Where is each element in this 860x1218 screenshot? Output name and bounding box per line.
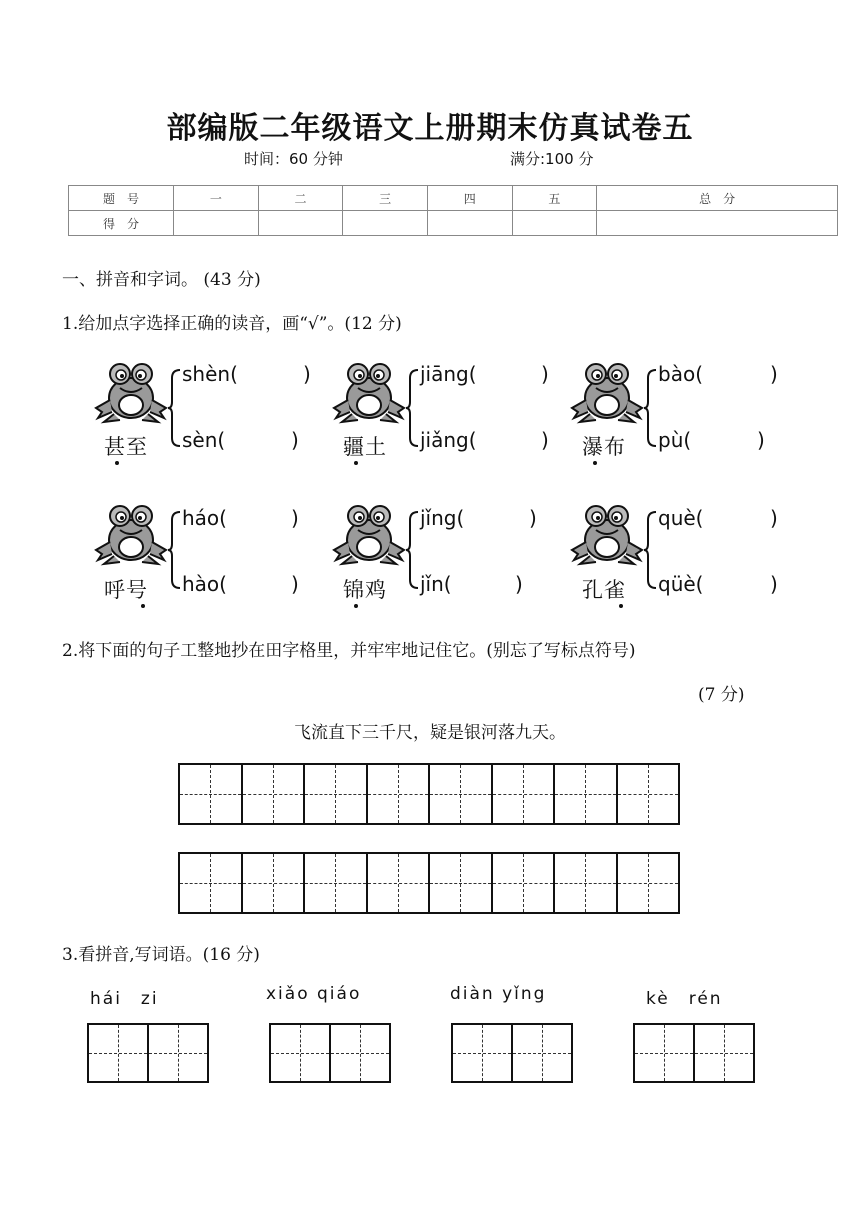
section-heading: 一、拼音和字词。 (43 分) — [62, 270, 261, 290]
score-cell[interactable] — [174, 211, 259, 236]
tianzige-cell[interactable] — [618, 765, 679, 823]
score-header-cell: 五 — [512, 186, 597, 211]
score-table — [68, 185, 838, 236]
tianzige-cell[interactable] — [305, 765, 368, 823]
answer-paren[interactable]: ) — [541, 362, 549, 386]
emphasis-dot — [354, 461, 358, 465]
score-header-cell: 四 — [427, 186, 512, 211]
word-pinyin: diàn yǐng — [450, 984, 547, 1004]
tianzige-cell[interactable] — [513, 1025, 571, 1081]
score-table-row — [69, 211, 838, 236]
score-header-cell: 一 — [174, 186, 259, 211]
question-2-prompt: 2.将下面的句子工整地抄在田字格里，并牢牢地记住它。(别忘了写标点符号) — [62, 641, 636, 661]
score-row-label: 得 分 — [69, 211, 174, 236]
answer-paren[interactable]: ) — [291, 572, 299, 596]
tianzige-row[interactable] — [178, 852, 680, 914]
question-2-points: (7 分) — [698, 685, 745, 705]
tianzige-cell[interactable] — [243, 854, 306, 912]
pinyin-option: shèn( — [182, 362, 238, 386]
tianzige-cell[interactable] — [618, 854, 679, 912]
word-answer-box[interactable] — [451, 1023, 573, 1083]
question-1-prompt: 1.给加点字选择正确的读音，画“√”。(12 分) — [62, 314, 402, 334]
target-word: 呼号 — [104, 578, 148, 602]
answer-paren[interactable]: ) — [291, 428, 299, 452]
target-word: 疆土 — [343, 435, 387, 459]
score-header-cell: 二 — [258, 186, 343, 211]
tianzige-cell[interactable] — [368, 765, 431, 823]
tianzige-cell[interactable] — [305, 854, 368, 912]
score-header-cell: 题 号 — [69, 186, 174, 211]
score-header-cell: 三 — [343, 186, 428, 211]
brace-icon — [406, 510, 420, 590]
pinyin-option: jiǎng( — [420, 428, 477, 452]
frog-icon — [330, 358, 408, 428]
brace-icon — [406, 368, 420, 448]
tianzige-cell[interactable] — [243, 765, 306, 823]
pinyin-option: hào( — [182, 572, 227, 596]
pinyin-option: sèn( — [182, 428, 226, 452]
pinyin-option: qüè( — [658, 572, 704, 596]
emphasis-dot — [141, 604, 145, 608]
tianzige-cell[interactable] — [635, 1025, 695, 1081]
word-pinyin: xiǎo qiáo — [266, 984, 362, 1004]
answer-paren[interactable]: ) — [515, 572, 523, 596]
frog-icon — [568, 358, 646, 428]
tianzige-cell[interactable] — [331, 1025, 389, 1081]
tianzige-cell[interactable] — [453, 1025, 513, 1081]
tianzige-row[interactable] — [178, 763, 680, 825]
frog-icon — [92, 500, 170, 570]
score-cell[interactable] — [343, 211, 428, 236]
tianzige-cell[interactable] — [493, 765, 556, 823]
emphasis-dot — [593, 461, 597, 465]
target-word: 瀑布 — [582, 435, 626, 459]
tianzige-cell[interactable] — [430, 765, 493, 823]
tianzige-cell[interactable] — [555, 765, 618, 823]
word-answer-box[interactable] — [269, 1023, 391, 1083]
word-answer-box[interactable] — [633, 1023, 755, 1083]
word-answer-box[interactable] — [87, 1023, 209, 1083]
score-cell[interactable] — [258, 211, 343, 236]
score-cell[interactable] — [512, 211, 597, 236]
tianzige-cell[interactable] — [555, 854, 618, 912]
emphasis-dot — [115, 461, 119, 465]
target-word: 锦鸡 — [343, 578, 387, 602]
brace-icon — [644, 368, 658, 448]
time-label: 时间：60 分钟 — [244, 150, 343, 168]
brace-icon — [168, 368, 182, 448]
pinyin-option: jiāng( — [420, 362, 477, 386]
pinyin-option: bào( — [658, 362, 703, 386]
emphasis-dot — [619, 604, 623, 608]
answer-paren[interactable]: ) — [541, 428, 549, 452]
page-title: 部编版二年级语文上册期末仿真试卷五 — [166, 111, 694, 146]
word-pinyin: hái zi — [90, 989, 159, 1009]
emphasis-dot — [354, 604, 358, 608]
frog-icon — [568, 500, 646, 570]
tianzige-cell[interactable] — [493, 854, 556, 912]
pinyin-option: háo( — [182, 506, 227, 530]
frog-icon — [92, 358, 170, 428]
answer-paren[interactable]: ) — [291, 506, 299, 530]
question-3-prompt: 3.看拼音,写词语。(16 分) — [62, 945, 260, 965]
answer-paren[interactable]: ) — [757, 428, 765, 452]
tianzige-cell[interactable] — [180, 765, 243, 823]
tianzige-cell[interactable] — [695, 1025, 753, 1081]
tianzige-cell[interactable] — [89, 1025, 149, 1081]
score-header-cell: 总 分 — [597, 186, 838, 211]
score-label: 满分:100 分 — [510, 150, 594, 168]
answer-paren[interactable]: ) — [770, 572, 778, 596]
pinyin-option: jǐng( — [420, 506, 465, 530]
target-word: 甚至 — [104, 435, 148, 459]
answer-paren[interactable]: ) — [770, 362, 778, 386]
pinyin-option: jǐn( — [420, 572, 452, 596]
tianzige-cell[interactable] — [368, 854, 431, 912]
score-table-header — [69, 186, 838, 211]
score-cell[interactable] — [427, 211, 512, 236]
answer-paren[interactable]: ) — [529, 506, 537, 530]
score-cell[interactable] — [597, 211, 838, 236]
brace-icon — [644, 510, 658, 590]
pinyin-option: pù( — [658, 428, 692, 452]
tianzige-cell[interactable] — [180, 854, 243, 912]
answer-paren[interactable]: ) — [770, 506, 778, 530]
pinyin-option: què( — [658, 506, 704, 530]
answer-paren[interactable]: ) — [303, 362, 311, 386]
tianzige-cell[interactable] — [271, 1025, 331, 1081]
brace-icon — [168, 510, 182, 590]
frog-icon — [330, 500, 408, 570]
copy-sentence: 飞流直下三千尺，疑是银河落九天。 — [294, 723, 566, 743]
tianzige-cell[interactable] — [149, 1025, 207, 1081]
tianzige-cell[interactable] — [430, 854, 493, 912]
target-word: 孔雀 — [582, 578, 626, 602]
word-pinyin: kè rén — [646, 989, 723, 1009]
